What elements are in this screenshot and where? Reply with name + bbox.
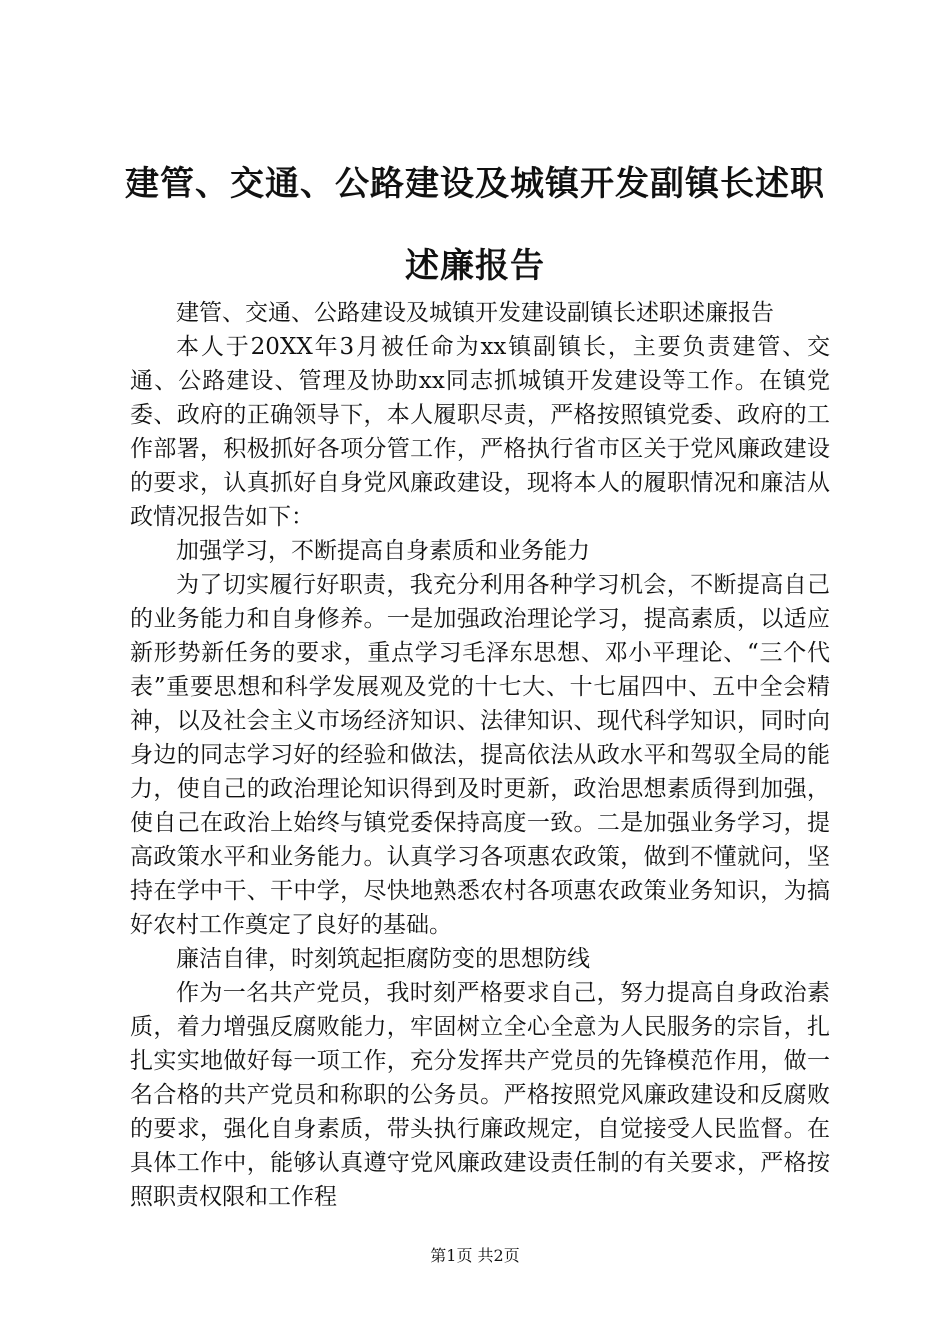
section-heading-study: 加强学习，不断提高自身素质和业务能力: [176, 538, 590, 564]
body-paragraph-subtitle: 建管、交通、公路建设及城镇开发建设副镇长述职述廉报告: [176, 300, 774, 326]
document-body: [130, 296, 830, 1214]
body-paragraph-integrity: 作为一名共产党员，我时刻严格要求自己，努力提高自身政治素质，着力增强反腐败能力，牢固树立全心全意为人民服务的宗旨，扎扎实实地做好每一项工作，充分发挥共产党员的先锋模范作用，做一名合格的共产党员和称职的公务员。严格按照党风廉政建设和反腐败的要求，强化自身素质，带头执行廉政规定，自觉接受人民监督。在具体工作中，能够认真遵守党风廉政建设责任制的有关要求，严格按照职责权限和工作程: [130, 980, 830, 1210]
document-title-line-1: 建管、交通、公路建设及城镇开发副镇长述职: [125, 164, 825, 204]
page-footer: 第1页 共2页: [430, 1246, 520, 1265]
body-paragraph-study: 为了切实履行好职责，我充分利用各种学习机会，不断提高自己的业务能力和自身修养。一是加强政治理论学习，提高素质，以适应新形势新任务的要求，重点学习毛泽东思想、邓小平理论、“三个代表”重要思想和科学发展观及党的十七大、十七届四中、五中全会精神，以及社会主义市场经济知识、法律知识、现代科学知识，同时向身边的同志学习好的经验和做法，提高依法从政水平和驾驭全局的能力，使自己的政治理论知识得到及时更新，政治思想素质得到加强，使自己在政治上始终与镇党委保持高度一致。二是加强业务学习，提高政策水平和业务能力。认真学习各项惠农政策，做到不懂就问，坚持在学中干、干中学，尽快地熟悉农村各项惠农政策业务知识，为搞好农村工作奠定了良好的基础。: [130, 572, 830, 938]
body-paragraph-intro: 本人于20XX年3月被任命为xx镇副镇长，主要负责建管、交通、公路建设、管理及协助xx同志抓城镇开发建设等工作。在镇党委、政府的正确领导下，本人履职尽责，严格按照镇党委、政府的工作部署，积极抓好各项分管工作，严格执行省市区关于党风廉政建设的要求，认真抓好自身党风廉政建设，现将本人的履职情况和廉洁从政情况报告如下：: [130, 334, 830, 530]
document-title-line-2: 述廉报告: [405, 246, 545, 286]
section-heading-integrity: 廉洁自律，时刻筑起拒腐防变的思想防线: [176, 946, 590, 972]
